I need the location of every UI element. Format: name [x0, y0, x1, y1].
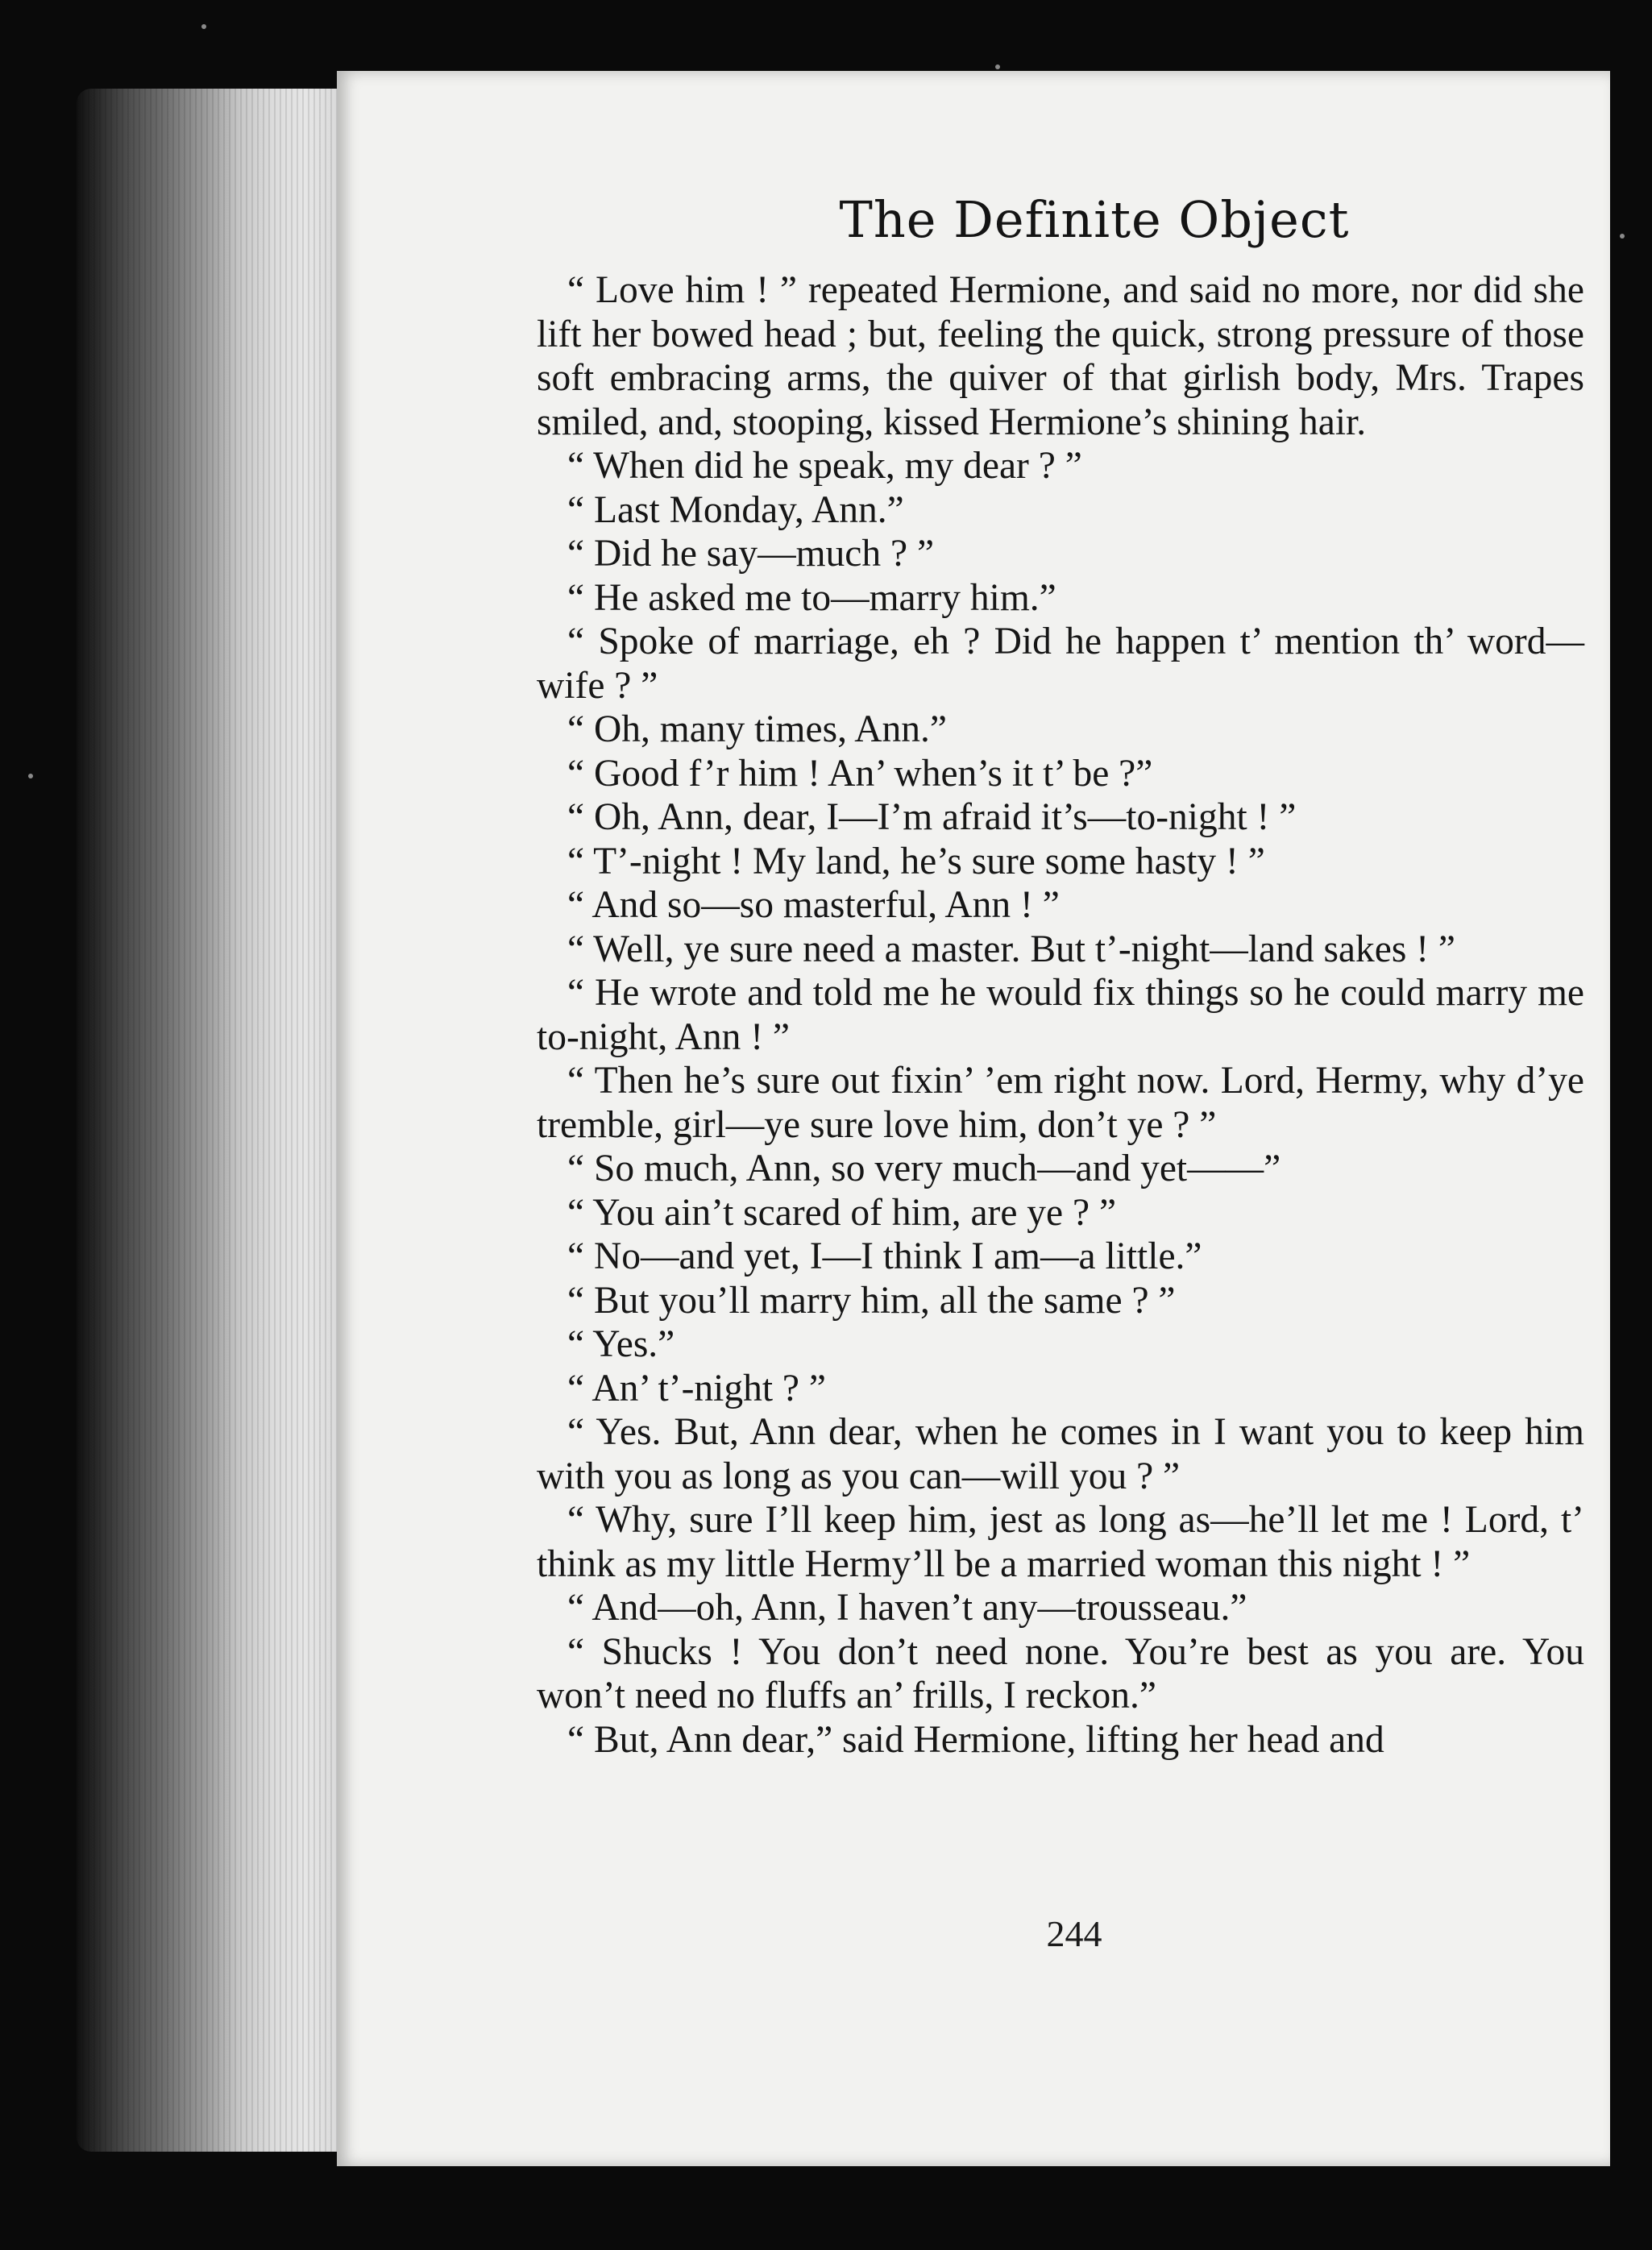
paragraph: “ He asked me to—marry him.”	[567, 576, 1056, 619]
running-head: The Definite Object	[839, 190, 1350, 249]
paragraph: “ When did he speak, my dear ? ”	[567, 445, 1082, 487]
paragraph: “ And—oh, Ann, I haven’t any—trousseau.”	[567, 1587, 1247, 1629]
paragraph: “ You ain’t scared of him, are ye ? ”	[567, 1191, 1117, 1234]
dust-speck	[28, 774, 33, 778]
paragraph: “ An’ t’-night ? ”	[567, 1367, 826, 1409]
paragraph: “ Then he’s sure out fixin’ ’em right now. Lord, Hermy, why d’ye tremble, girl—ye sure love him, don’t ye ? ”	[537, 1060, 1584, 1146]
paragraph: “ Shucks ! You don’t need none. You’re best as you are. You won’t need no fluffs an’ frills, I reckon.”	[537, 1630, 1584, 1717]
paragraph: “ Why, sure I’ll keep him, jest as long as—he’ll let me ! Lord, t’ think as my little Hermy’ll be a married woman this night ! ”	[537, 1499, 1584, 1585]
book-page-edges	[77, 89, 342, 2152]
paragraph: “ Love him ! ” repeated Hermione, and said no more, nor did she lift her bowed head ; but, feeling the quick, strong pressure of those soft embracing arms, the quiver of that girlish body, Mrs. Trapes smiled, and, stooping, kissed Hermione’s shining hair.	[537, 269, 1584, 443]
paragraph: “ But you’ll marry him, all the same ? ”	[567, 1279, 1176, 1322]
dust-speck	[201, 24, 206, 29]
paragraph: “ But, Ann dear,” said Hermione, lifting her head and	[567, 1718, 1384, 1761]
dust-speck	[995, 64, 1000, 69]
dust-speck	[1620, 234, 1625, 239]
paragraph: “ So much, Ann, so very much—and yet——”	[567, 1148, 1281, 1189]
paragraph: “ Yes. But, Ann dear, when he comes in I want you to keep him with you as long as you can—will you ? ”	[537, 1411, 1584, 1497]
paragraph: “ Good f’r him ! An’ when’s it t’ be ?”	[567, 752, 1153, 795]
paragraph: “ T’-night ! My land, he’s sure some hasty ! ”	[567, 840, 1265, 882]
paragraph: “ And so—so masterful, Ann ! ”	[567, 884, 1060, 926]
paragraph: “ Oh, many times, Ann.”	[567, 708, 947, 750]
paragraph: “ Did he say—much ? ”	[567, 533, 935, 575]
book-page	[337, 71, 1610, 2166]
paragraph: “ Oh, Ann, dear, I—I’m afraid it’s—to-night ! ”	[567, 796, 1297, 838]
page-number: 244	[1046, 1913, 1102, 1954]
paragraph: “ No—and yet, I—I think I am—a little.”	[567, 1235, 1202, 1277]
paragraph: “ Spoke of marriage, eh ? Did he happen t’ mention th’ word—wife ? ”	[537, 621, 1584, 707]
paragraph: “ Last Monday, Ann.”	[567, 488, 904, 531]
body-text	[537, 268, 1584, 1762]
paragraph: “ Well, ye sure need a master. But t’-night—land sakes ! ”	[567, 928, 1455, 970]
paragraph: “ Yes.”	[567, 1323, 675, 1365]
paragraph: “ He wrote and told me he would fix things so he could marry me to-night, Ann ! ”	[537, 972, 1584, 1058]
